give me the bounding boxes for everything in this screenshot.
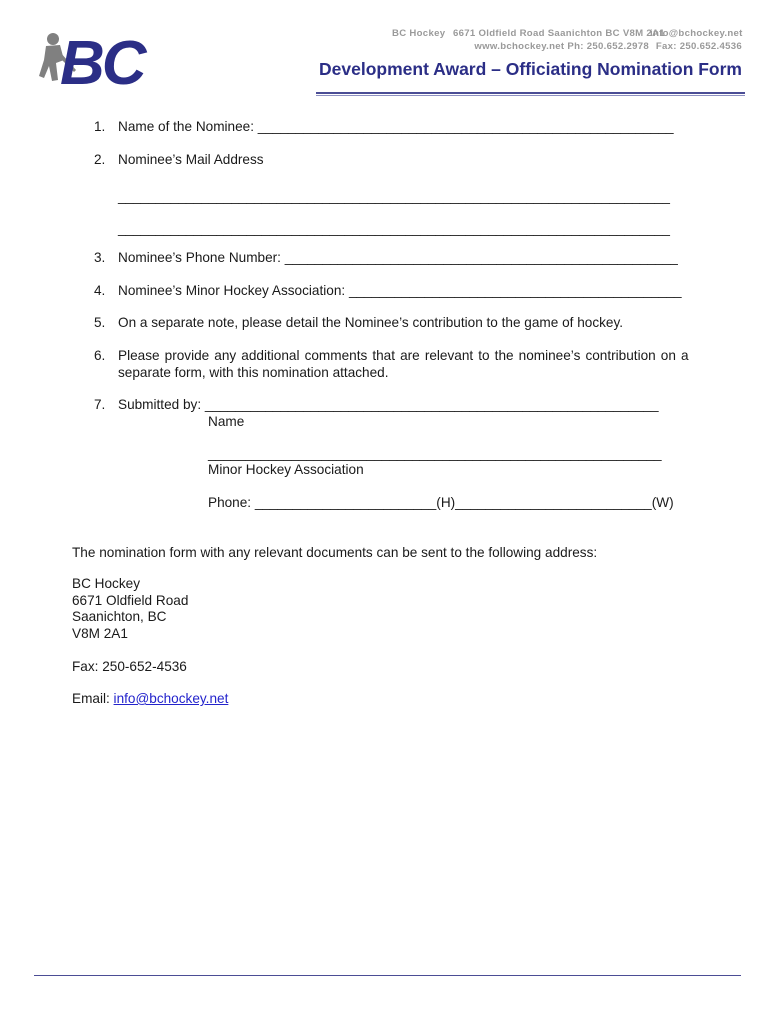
item-3-number: 3. xyxy=(94,250,106,265)
submitter-association-label: Minor Hockey Association xyxy=(208,462,364,477)
item-5-number: 5. xyxy=(94,315,106,330)
item-2-number: 2. xyxy=(94,152,106,167)
address-org: BC Hockey xyxy=(72,576,140,591)
item-6-number: 6. xyxy=(94,348,106,363)
header-email: info@bchockey.net xyxy=(650,28,743,39)
nominee-name-field[interactable]: Name of the Nominee: _______________________________________________________ xyxy=(118,119,674,134)
email-label: Email: xyxy=(72,691,114,706)
title-rule-thin xyxy=(316,95,745,96)
item-1-number: 1. xyxy=(94,119,106,134)
title-rule xyxy=(316,92,745,94)
item-4-number: 4. xyxy=(94,283,106,298)
mail-address-label: Nominee’s Mail Address xyxy=(118,152,264,167)
comments-instruction-line-1: Please provide any additional comments that are relevant to the nominee’s contribution on a xyxy=(118,348,689,363)
header-address-line: 6671 Oldfield Road Saanichton BC V8M 2A1 xyxy=(453,28,665,39)
header-org: BC Hockey xyxy=(392,28,446,39)
phone-number-field[interactable]: Nominee’s Phone Number: ____________________________________________________ xyxy=(118,250,678,265)
footer-rule xyxy=(34,975,741,976)
bc-hockey-logo xyxy=(36,30,162,90)
contribution-instruction: On a separate note, please detail the Nominee’s contribution to the game of hockey. xyxy=(118,315,624,330)
address-city: Saanichton, BC xyxy=(72,609,167,624)
header-contact xyxy=(650,27,742,53)
address-postal: V8M 2A1 xyxy=(72,626,128,641)
logo-text: BC xyxy=(60,30,144,90)
submitter-name-label: Name xyxy=(208,414,245,429)
item-7-number: 7. xyxy=(94,397,106,412)
minor-hockey-association-field[interactable]: Nominee’s Minor Hockey Association: ____________________________________________ xyxy=(118,283,682,298)
email-line xyxy=(72,691,228,707)
form-title: Development Award – Officiating Nomination Form xyxy=(319,59,742,79)
comments-instruction-line-2: separate form, with this nomination attached. xyxy=(118,365,389,380)
submitter-association-line[interactable]: ____________________________________________________________ xyxy=(208,446,662,461)
mail-address-line-1[interactable]: _________________________________________________________________________ xyxy=(118,189,670,204)
address-street: 6671 Oldfield Road xyxy=(72,593,189,608)
email-link[interactable]: info@bchockey.net xyxy=(113,691,229,706)
header-web-phone: www.bchockey.net Ph: 250.652.2978 xyxy=(474,41,649,52)
send-instructions: The nomination form with any relevant documents can be sent to the following address: xyxy=(72,545,598,560)
mail-address-line-2[interactable]: _________________________________________________________________________ xyxy=(118,221,670,236)
submitter-phone-field[interactable]: Phone: ________________________(H)__________________________(W) xyxy=(208,495,674,510)
submitted-by-field[interactable]: Submitted by: ____________________________________________________________ xyxy=(118,397,659,412)
fax-number: Fax: 250-652-4536 xyxy=(72,659,187,674)
header-fax: Fax: 250.652.4536 xyxy=(655,41,742,52)
header-address xyxy=(453,27,665,53)
